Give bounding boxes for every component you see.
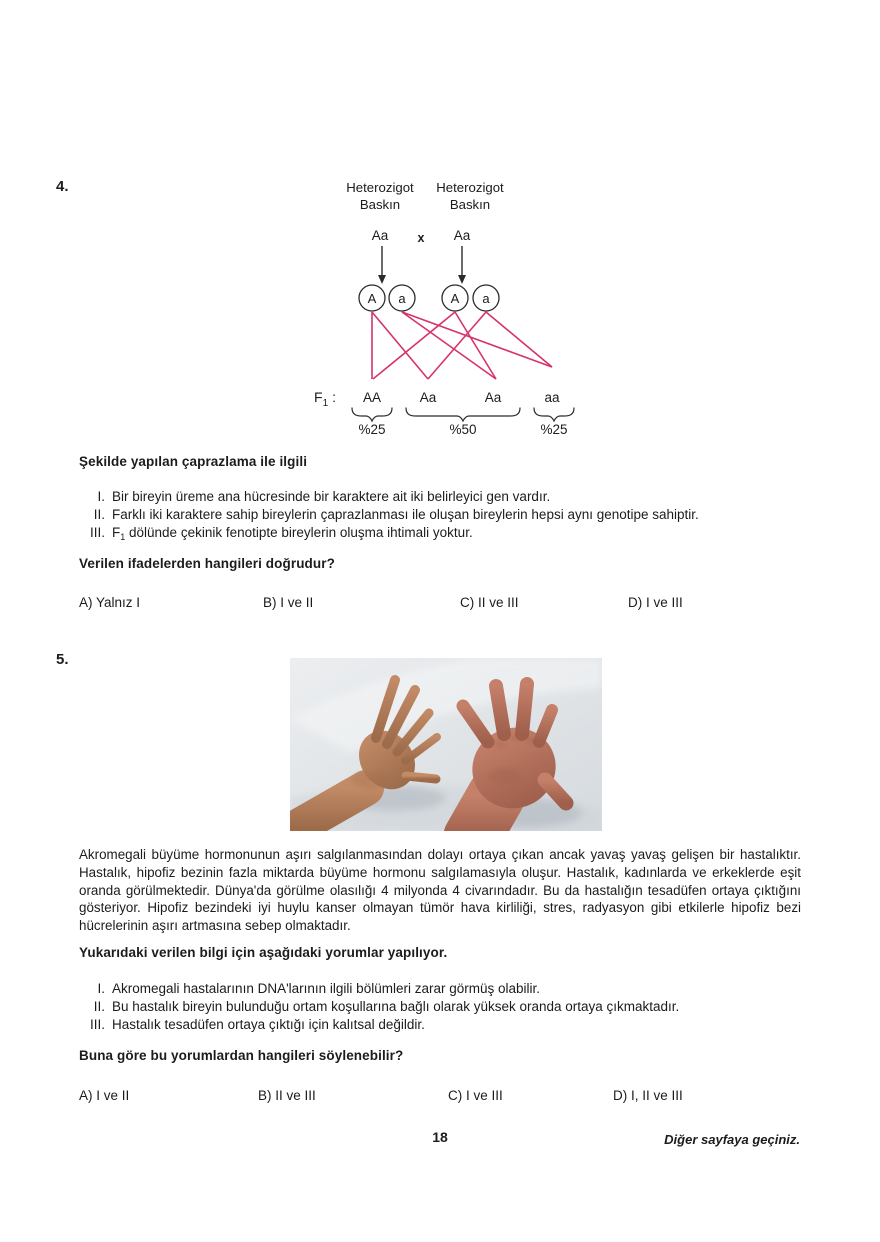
offspring-4: aa	[544, 390, 560, 405]
gamete-2: a	[398, 291, 406, 306]
acromegaly-hands-photo	[290, 658, 602, 831]
q4-statement-2-text: Farklı iki karaktere sahip bireylerin çaprazlanması ile oluşan bireylerin hepsi aynı genotipe sahiptir.	[112, 507, 699, 522]
q4-statement-1	[79, 488, 813, 506]
genetic-cross-diagram	[300, 178, 600, 450]
q4-option-b: B) I ve II	[263, 595, 314, 610]
q4-statement-3-numeral: III.	[89, 525, 105, 540]
q5-comment-3	[79, 1016, 813, 1034]
q5-option-c: C) I ve III	[448, 1088, 503, 1103]
q4-statement-1-text: Bir bireyin üreme ana hücresinde bir karaktere ait iki belirleyici gen vardır.	[112, 489, 551, 504]
q4-option-c: C) II ve III	[460, 595, 519, 610]
q4-option-d: D) I ve III	[628, 595, 683, 610]
percentage-recessive: %25	[540, 422, 568, 437]
q4-statement-3-rest: dölünde çekinik fenotipte bireylerin oluşma ihtimali yoktur.	[125, 525, 473, 540]
q5-statement-intro: Yukarıdaki verilen bilgi için aşağıdaki yorumlar yapılıyor.	[79, 945, 448, 960]
q4-options	[79, 595, 819, 613]
parent1-label-line1: Heterozigot	[346, 180, 414, 195]
q5-comment-3-text: Hastalık tesadüfen ortaya çıktığı için kalıtsal değildir.	[112, 1017, 425, 1032]
offspring-2: Aa	[419, 390, 437, 405]
f1-letter: F	[314, 389, 323, 405]
f1-generation-label	[314, 389, 336, 409]
q4-statement-1-numeral: I.	[97, 489, 105, 504]
q4-statement-3-text	[112, 524, 813, 543]
q5-comment-1-numeral: I.	[97, 981, 105, 996]
parent2-label-line2: Baskın	[449, 197, 491, 212]
q4-statement-3-subscript: 1	[120, 532, 126, 542]
q5-comment-list	[79, 980, 813, 1034]
gamete-circles	[359, 285, 499, 311]
percentage-heterozygous: %50	[449, 422, 477, 437]
q5-option-b: B) II ve III	[258, 1088, 316, 1103]
q5-option-d: D) I, II ve III	[613, 1088, 683, 1103]
question-5-number: 5.	[56, 651, 69, 668]
gamete-1: A	[367, 291, 377, 306]
q5-comment-2-numeral: II.	[93, 999, 105, 1014]
gamete-3: A	[450, 291, 460, 306]
q5-info-paragraph: Akromegali büyüme hormonunun aşırı salgılanmasından dolayı ortaya çıkan ancak yavaş yavaş gelişen bir hastalıktır. Hastalık, hipofiz bezinin fazla miktarda büyüme hormonu salgılamasıyla oluşur. Hastalık, kadınlarda ve erkeklerde eşit oranda görülmektedir. Dünya'da görülme olasılığı 4 milyonda 4 civarındadır. Bu da hastalığın tesadüfen ortaya çıktığını gösteriyor. Hipofiz bezindeki iyi huylu kanser olmayan tümör hava kirliliği, stres, radyasyon gibi etkilerle hipofiz bezi hücrelerinin aşırı artmasına sebep olmaktadır.	[79, 847, 801, 934]
parent1-label-line2: Baskın	[359, 197, 401, 212]
q5-comment-2-text: Bu hastalık bireyin bulunduğu ortam koşullarına bağlı olarak yüksek oranda ortaya çıkmaktadır.	[112, 999, 680, 1014]
q4-option-a: A) Yalnız I	[79, 595, 141, 610]
q4-statement-list	[79, 488, 813, 543]
arrow-head-right	[458, 275, 466, 284]
cross-symbol: x	[417, 231, 425, 245]
fertilization-cross-lines	[372, 312, 552, 379]
q5-comment-1-text: Akromegali hastalarının DNA'larının ilgili bölümleri zarar görmüş olabilir.	[112, 981, 540, 996]
q4-statement-2-numeral: II.	[93, 507, 105, 522]
q5-comment-3-numeral: III.	[89, 1017, 105, 1032]
parent2-genotype: Aa	[453, 228, 471, 243]
q5-option-a: A) I ve II	[79, 1088, 130, 1103]
q5-question-text: Buna göre bu yorumlardan hangileri söylenebilir?	[79, 1048, 404, 1063]
cross-diagram-svg	[300, 178, 600, 450]
next-page-note: Diğer sayfaya geçiniz.	[664, 1132, 800, 1147]
q5-options	[79, 1088, 819, 1106]
gamete-4: a	[482, 291, 490, 306]
q4-question-text: Verilen ifadelerden hangileri doğrudur?	[79, 556, 335, 571]
q4-statement-3-f: F	[112, 525, 121, 540]
q4-statement-3	[79, 524, 813, 543]
percentage-aa-dominant: %25	[358, 422, 386, 437]
offspring-3: Aa	[484, 390, 502, 405]
f1-subscript: 1	[322, 398, 329, 409]
arrow-head-left	[378, 275, 386, 284]
page-number: 18	[432, 1129, 448, 1145]
meiosis-arrows	[382, 246, 462, 275]
q4-intro-text: Şekilde yapılan çaprazlama ile ilgili	[79, 454, 308, 469]
q5-comment-2	[79, 998, 813, 1016]
offspring-1: AA	[362, 390, 382, 405]
parent1-genotype: Aa	[371, 228, 389, 243]
ratio-braces	[352, 408, 574, 421]
hands-photo-svg	[290, 658, 602, 831]
question-4-number: 4.	[56, 178, 69, 195]
parent2-label-line1: Heterozigot	[436, 180, 504, 195]
q4-statement-2	[79, 506, 813, 524]
q5-comment-1	[79, 980, 813, 998]
f1-colon: :	[332, 389, 337, 405]
